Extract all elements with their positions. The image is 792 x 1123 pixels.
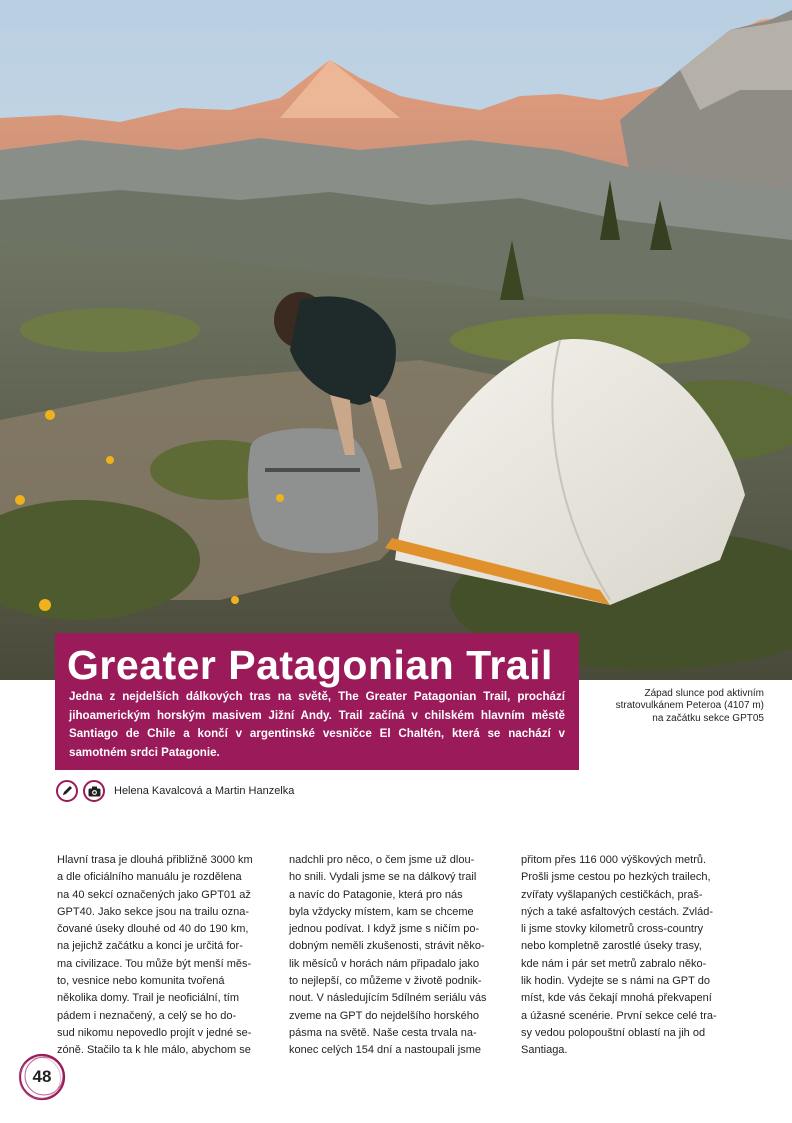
author-names: Helena Kavalcová a Martin Hanzelka [114, 785, 295, 797]
text-line: ho snili. Vydali jsme se na dálkový trail [289, 871, 477, 884]
photo-caption [592, 688, 764, 725]
text-line: a navíc do Patagonie, která pro nás [289, 888, 463, 901]
text-line: lik hodin. Vydejte se s námi na GPT do [521, 975, 710, 988]
text-line: nadchli pro něco, o čem jsme už dlou- [289, 854, 475, 866]
text-line: byla vždycky místem, kam se chceme [289, 905, 474, 918]
caption-line: na začátku sekce GPT05 [652, 712, 764, 724]
text-line: na 40 sekcí označených jako GPT01 až [57, 888, 251, 901]
text-line: a úžasné scenérie. První sekce celé tra- [521, 1009, 717, 1022]
camera-icon [83, 780, 105, 802]
text-line: ma civilizace. Tou může být menší měs- [57, 957, 252, 970]
text-line: nout. V následujícím 5dílném seriálu vás [289, 992, 487, 1005]
title-box [55, 633, 579, 770]
text-line: čované úseky dlouhé od 40 do 190 km, [57, 923, 249, 936]
text-line: to, vesnice nebo komunita tvořená [57, 975, 225, 988]
text-line: pásma na světě. Naše cesta trvala na- [289, 1026, 477, 1039]
text-line: nebo kompletně zarostlé úseky trasy, [521, 940, 702, 953]
text-line: li jsme stovky kilometrů cross-country [521, 923, 704, 936]
caption-line: stratovulkánem Peteroa (4107 m) [615, 700, 764, 712]
text-line: a dle oficiálního manuálu je rozdělena [57, 871, 242, 884]
caption-line: Západ slunce pod aktivním [644, 688, 764, 699]
text-line: na jejichž začátku a konci je určitá for- [57, 940, 243, 953]
text-line: několika domy. Trail je neoficiální, tím [57, 992, 239, 1005]
text-line: lik měsíců v horách nám připadalo jako [289, 957, 480, 970]
text-line: Prošli jsme cestou po hezkých trailech, [521, 871, 711, 884]
text-line: konec celých 154 dní a nastoupali jsme [289, 1044, 482, 1057]
text-line: sud nikomu nepovedlo projít v jedné se- [57, 1026, 252, 1039]
body-column-3 [521, 852, 737, 1060]
text-line: jednou podívat. I když jsme s ničím po- [289, 923, 480, 936]
text-line: sy vedou polopouštní oblastí na jih od [521, 1026, 706, 1039]
article-title: Greater Patagonian Trail [67, 642, 553, 688]
text-line: to nejlepší, co můžeme v životě podnik- [289, 975, 482, 988]
author-credits [56, 779, 294, 803]
text-line: zóně. Stačilo ta k hle málo, abychom se [57, 1044, 251, 1057]
text-line: kde nám i pár set metrů zabralo něko- [521, 957, 707, 970]
text-line: zveme na GPT do nejdelšího horského [289, 1009, 479, 1022]
text-line: pádem i neznačený, a celý se ho do- [57, 1009, 237, 1022]
article-lead: Jedna z nejdelších dálkových tras na světě, The Greater Patagonian Trail, prochází jihoamerickým horským masivem Jižní Andy. Trail začíná v chilském hlavním městě Santiago de Chile a končí v argentinské vesničce El Chaltén, která se nachází v samotném srdci Patagonie. [69, 690, 565, 759]
text-line: dobným neměli zkušenosti, strávit něko- [289, 940, 485, 953]
text-line: Santiaga. [521, 1044, 568, 1057]
text-line: přitom přes 116 000 výškových metrů. [521, 854, 707, 866]
body-column-1 [57, 852, 273, 1060]
body-column-2 [289, 852, 505, 1060]
text-line: zvířaty vyšlapaných cestičkách, praš- [521, 888, 703, 901]
page-number: 48 [32, 1067, 52, 1086]
text-line: GPT40. Jako sekce jsou na trailu ozna- [57, 905, 249, 918]
text-line: ných a také asfaltových cestách. Zvlád- [521, 905, 713, 918]
pen-icon [56, 780, 78, 802]
text-line: Hlavní trasa je dlouhá přibližně 3000 km [57, 854, 253, 866]
text-line: míst, kde vás čekají mnohá překvapení [521, 992, 712, 1005]
